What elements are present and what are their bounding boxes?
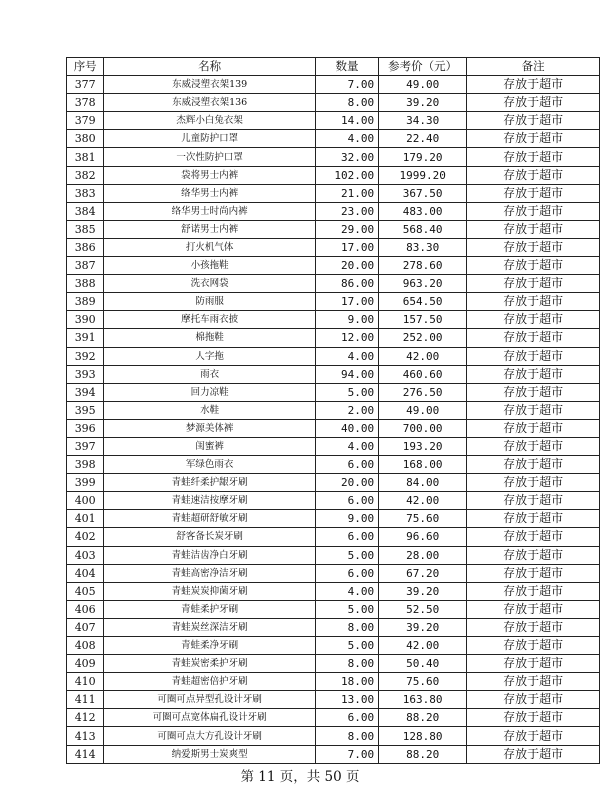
cell-name: 回力凉鞋: [104, 383, 316, 401]
cell-qty: 5.00: [315, 546, 378, 564]
cell-seq: 387: [67, 257, 104, 275]
cell-seq: 404: [67, 564, 104, 582]
cell-qty: 6.00: [315, 709, 378, 727]
cell-seq: 382: [67, 166, 104, 184]
cell-qty: 12.00: [315, 329, 378, 347]
cell-note: 存放于超市: [467, 600, 600, 618]
cell-price: 163.80: [379, 691, 467, 709]
cell-seq: 396: [67, 419, 104, 437]
inventory-table: [66, 57, 600, 764]
cell-price: 42.00: [379, 637, 467, 655]
cell-note: 存放于超市: [467, 474, 600, 492]
cell-seq: 384: [67, 202, 104, 220]
cell-name: 青蛙柔净牙刷: [104, 637, 316, 655]
cell-qty: 4.00: [315, 130, 378, 148]
table-row: [67, 546, 600, 564]
cell-qty: 102.00: [315, 166, 378, 184]
cell-qty: 17.00: [315, 238, 378, 256]
cell-note: 存放于超市: [467, 202, 600, 220]
cell-name: 袋将男士内裤: [104, 166, 316, 184]
cell-qty: 17.00: [315, 293, 378, 311]
table-row: [67, 112, 600, 130]
cell-note: 存放于超市: [467, 709, 600, 727]
cell-name: 青蛙超密倍护牙刷: [104, 673, 316, 691]
cell-note: 存放于超市: [467, 148, 600, 166]
cell-qty: 29.00: [315, 220, 378, 238]
table-row: [67, 76, 600, 94]
table-row: [67, 257, 600, 275]
cell-name: 摩托车雨衣披: [104, 311, 316, 329]
header-qty: 数量: [315, 58, 378, 76]
cell-note: 存放于超市: [467, 582, 600, 600]
cell-note: 存放于超市: [467, 94, 600, 112]
cell-price: 39.20: [379, 94, 467, 112]
cell-note: 存放于超市: [467, 347, 600, 365]
cell-price: 75.60: [379, 673, 467, 691]
cell-seq: 412: [67, 709, 104, 727]
cell-name: 东威浸塑衣架136: [104, 94, 316, 112]
cell-note: 存放于超市: [467, 745, 600, 763]
cell-price: 193.20: [379, 437, 467, 455]
cell-qty: 7.00: [315, 76, 378, 94]
cell-price: 50.40: [379, 655, 467, 673]
cell-note: 存放于超市: [467, 673, 600, 691]
cell-qty: 20.00: [315, 257, 378, 275]
cell-seq: 410: [67, 673, 104, 691]
cell-price: 654.50: [379, 293, 467, 311]
cell-name: 防雨服: [104, 293, 316, 311]
cell-name: 青蛙炭丝深洁牙刷: [104, 618, 316, 636]
cell-name: 青蛙炭密柔护牙刷: [104, 655, 316, 673]
cell-seq: 403: [67, 546, 104, 564]
cell-price: 252.00: [379, 329, 467, 347]
cell-note: 存放于超市: [467, 76, 600, 94]
cell-qty: 20.00: [315, 474, 378, 492]
cell-price: 39.20: [379, 618, 467, 636]
table-row: [67, 347, 600, 365]
cell-qty: 23.00: [315, 202, 378, 220]
table-row: [67, 673, 600, 691]
cell-seq: 408: [67, 637, 104, 655]
header-note: 备注: [467, 58, 600, 76]
cell-name: 可圈可点大方孔设计牙刷: [104, 727, 316, 745]
cell-note: 存放于超市: [467, 365, 600, 383]
cell-name: 青蛙超研舒敏牙刷: [104, 510, 316, 528]
cell-price: 179.20: [379, 148, 467, 166]
cell-price: 460.60: [379, 365, 467, 383]
cell-qty: 32.00: [315, 148, 378, 166]
cell-seq: 391: [67, 329, 104, 347]
table-row: [67, 600, 600, 618]
cell-seq: 377: [67, 76, 104, 94]
cell-name: 青蛙柔护牙刷: [104, 600, 316, 618]
cell-price: 1999.20: [379, 166, 467, 184]
cell-qty: 6.00: [315, 456, 378, 474]
table-row: [67, 184, 600, 202]
cell-name: 洗衣网袋: [104, 275, 316, 293]
cell-name: 一次性防护口罩: [104, 148, 316, 166]
cell-qty: 4.00: [315, 347, 378, 365]
cell-name: 人字拖: [104, 347, 316, 365]
cell-qty: 94.00: [315, 365, 378, 383]
cell-name: 可圈可点宽体扁孔设计牙刷: [104, 709, 316, 727]
header-name: 名称: [104, 58, 316, 76]
header-seq: 序号: [67, 58, 104, 76]
cell-name: 络华男士内裤: [104, 184, 316, 202]
cell-seq: 406: [67, 600, 104, 618]
cell-seq: 407: [67, 618, 104, 636]
cell-price: 22.40: [379, 130, 467, 148]
cell-name: 青蛙炭炭抑菌牙刷: [104, 582, 316, 600]
table-row: [67, 401, 600, 419]
table-row: [67, 293, 600, 311]
cell-name: 舒客备长炭牙刷: [104, 528, 316, 546]
cell-qty: 6.00: [315, 564, 378, 582]
cell-seq: 395: [67, 401, 104, 419]
cell-qty: 8.00: [315, 94, 378, 112]
cell-seq: 398: [67, 456, 104, 474]
cell-price: 483.00: [379, 202, 467, 220]
cell-price: 568.40: [379, 220, 467, 238]
cell-seq: 386: [67, 238, 104, 256]
cell-price: 52.50: [379, 600, 467, 618]
cell-qty: 6.00: [315, 492, 378, 510]
cell-qty: 7.00: [315, 745, 378, 763]
cell-seq: 400: [67, 492, 104, 510]
cell-note: 存放于超市: [467, 184, 600, 202]
cell-note: 存放于超市: [467, 293, 600, 311]
cell-note: 存放于超市: [467, 401, 600, 419]
cell-note: 存放于超市: [467, 238, 600, 256]
cell-note: 存放于超市: [467, 329, 600, 347]
cell-price: 39.20: [379, 582, 467, 600]
cell-price: 700.00: [379, 419, 467, 437]
cell-price: 75.60: [379, 510, 467, 528]
cell-qty: 5.00: [315, 637, 378, 655]
cell-name: 闺蜜裤: [104, 437, 316, 455]
cell-price: 168.00: [379, 456, 467, 474]
cell-note: 存放于超市: [467, 564, 600, 582]
cell-name: 东威浸塑衣架139: [104, 76, 316, 94]
table-row: [67, 94, 600, 112]
cell-seq: 388: [67, 275, 104, 293]
cell-qty: 8.00: [315, 655, 378, 673]
cell-note: 存放于超市: [467, 727, 600, 745]
table-row: [67, 492, 600, 510]
header-price: 参考价（元）: [379, 58, 467, 76]
table-row: [67, 365, 600, 383]
cell-name: 可圈可点异型孔设计牙刷: [104, 691, 316, 709]
table-row: [67, 474, 600, 492]
cell-price: 88.20: [379, 745, 467, 763]
cell-price: 367.50: [379, 184, 467, 202]
table-row: [67, 637, 600, 655]
cell-seq: 393: [67, 365, 104, 383]
cell-price: 49.00: [379, 401, 467, 419]
table-row: [67, 238, 600, 256]
cell-note: 存放于超市: [467, 220, 600, 238]
cell-note: 存放于超市: [467, 383, 600, 401]
table-row: [67, 564, 600, 582]
cell-qty: 9.00: [315, 311, 378, 329]
cell-note: 存放于超市: [467, 528, 600, 546]
cell-seq: 394: [67, 383, 104, 401]
cell-qty: 5.00: [315, 383, 378, 401]
cell-qty: 5.00: [315, 600, 378, 618]
cell-qty: 2.00: [315, 401, 378, 419]
cell-name: 儿童防护口罩: [104, 130, 316, 148]
table-row: [67, 311, 600, 329]
cell-price: 963.20: [379, 275, 467, 293]
cell-note: 存放于超市: [467, 655, 600, 673]
table-row: [67, 329, 600, 347]
cell-note: 存放于超市: [467, 130, 600, 148]
cell-qty: 14.00: [315, 112, 378, 130]
cell-name: 杰辉小白兔衣架: [104, 112, 316, 130]
table-row: [67, 510, 600, 528]
cell-price: 84.00: [379, 474, 467, 492]
cell-name: 水鞋: [104, 401, 316, 419]
table-body: [67, 76, 600, 764]
cell-price: 28.00: [379, 546, 467, 564]
cell-seq: 378: [67, 94, 104, 112]
table-row: [67, 383, 600, 401]
cell-price: 83.30: [379, 238, 467, 256]
table-row: [67, 148, 600, 166]
cell-seq: 405: [67, 582, 104, 600]
cell-qty: 8.00: [315, 618, 378, 636]
cell-seq: 411: [67, 691, 104, 709]
cell-note: 存放于超市: [467, 492, 600, 510]
cell-seq: 409: [67, 655, 104, 673]
table-row: [67, 419, 600, 437]
table-row: [67, 655, 600, 673]
cell-qty: 4.00: [315, 582, 378, 600]
cell-seq: 401: [67, 510, 104, 528]
cell-price: 88.20: [379, 709, 467, 727]
cell-price: 128.80: [379, 727, 467, 745]
cell-seq: 380: [67, 130, 104, 148]
cell-note: 存放于超市: [467, 419, 600, 437]
cell-name: 军绿色雨衣: [104, 456, 316, 474]
table-row: [67, 202, 600, 220]
cell-qty: 9.00: [315, 510, 378, 528]
cell-name: 打火机气体: [104, 238, 316, 256]
cell-seq: 414: [67, 745, 104, 763]
cell-note: 存放于超市: [467, 510, 600, 528]
cell-note: 存放于超市: [467, 618, 600, 636]
cell-seq: 413: [67, 727, 104, 745]
cell-note: 存放于超市: [467, 112, 600, 130]
table-row: [67, 745, 600, 763]
cell-price: 67.20: [379, 564, 467, 582]
cell-name: 青蛙纤柔护龈牙刷: [104, 474, 316, 492]
table-row: [67, 528, 600, 546]
cell-name: 青蛙洁齿净白牙刷: [104, 546, 316, 564]
cell-note: 存放于超市: [467, 691, 600, 709]
page-footer: 第 11 页，共 50 页: [240, 769, 360, 785]
cell-name: 络华男士时尚内裤: [104, 202, 316, 220]
cell-note: 存放于超市: [467, 275, 600, 293]
cell-seq: 392: [67, 347, 104, 365]
cell-note: 存放于超市: [467, 437, 600, 455]
cell-price: 96.60: [379, 528, 467, 546]
cell-seq: 381: [67, 148, 104, 166]
cell-name: 小孩拖鞋: [104, 257, 316, 275]
cell-price: 42.00: [379, 492, 467, 510]
cell-note: 存放于超市: [467, 637, 600, 655]
cell-seq: 397: [67, 437, 104, 455]
table-row: [67, 691, 600, 709]
cell-name: 雨衣: [104, 365, 316, 383]
table-header-row: [67, 58, 600, 76]
cell-qty: 6.00: [315, 528, 378, 546]
cell-price: 34.30: [379, 112, 467, 130]
cell-name: 青蛙速洁按摩牙刷: [104, 492, 316, 510]
cell-seq: 390: [67, 311, 104, 329]
cell-qty: 8.00: [315, 727, 378, 745]
table-row: [67, 582, 600, 600]
cell-qty: 18.00: [315, 673, 378, 691]
cell-qty: 21.00: [315, 184, 378, 202]
table-row: [67, 727, 600, 745]
cell-qty: 40.00: [315, 419, 378, 437]
cell-note: 存放于超市: [467, 546, 600, 564]
cell-note: 存放于超市: [467, 257, 600, 275]
cell-name: 舒诺男士内裤: [104, 220, 316, 238]
table-row: [67, 275, 600, 293]
cell-price: 278.60: [379, 257, 467, 275]
cell-seq: 399: [67, 474, 104, 492]
cell-name: 青蛙高密净洁牙刷: [104, 564, 316, 582]
cell-name: 棉拖鞋: [104, 329, 316, 347]
cell-seq: 385: [67, 220, 104, 238]
cell-price: 157.50: [379, 311, 467, 329]
cell-note: 存放于超市: [467, 311, 600, 329]
cell-seq: 383: [67, 184, 104, 202]
table-row: [67, 166, 600, 184]
cell-name: 梦源美体裤: [104, 419, 316, 437]
table-row: [67, 618, 600, 636]
table-row: [67, 437, 600, 455]
cell-note: 存放于超市: [467, 456, 600, 474]
cell-qty: 13.00: [315, 691, 378, 709]
cell-qty: 4.00: [315, 437, 378, 455]
cell-seq: 379: [67, 112, 104, 130]
cell-price: 49.00: [379, 76, 467, 94]
table-row: [67, 220, 600, 238]
table-row: [67, 709, 600, 727]
cell-qty: 86.00: [315, 275, 378, 293]
table-row: [67, 456, 600, 474]
cell-seq: 402: [67, 528, 104, 546]
cell-note: 存放于超市: [467, 166, 600, 184]
cell-name: 纳爱斯男士炭爽型: [104, 745, 316, 763]
cell-price: 276.50: [379, 383, 467, 401]
cell-price: 42.00: [379, 347, 467, 365]
table-row: [67, 130, 600, 148]
cell-seq: 389: [67, 293, 104, 311]
